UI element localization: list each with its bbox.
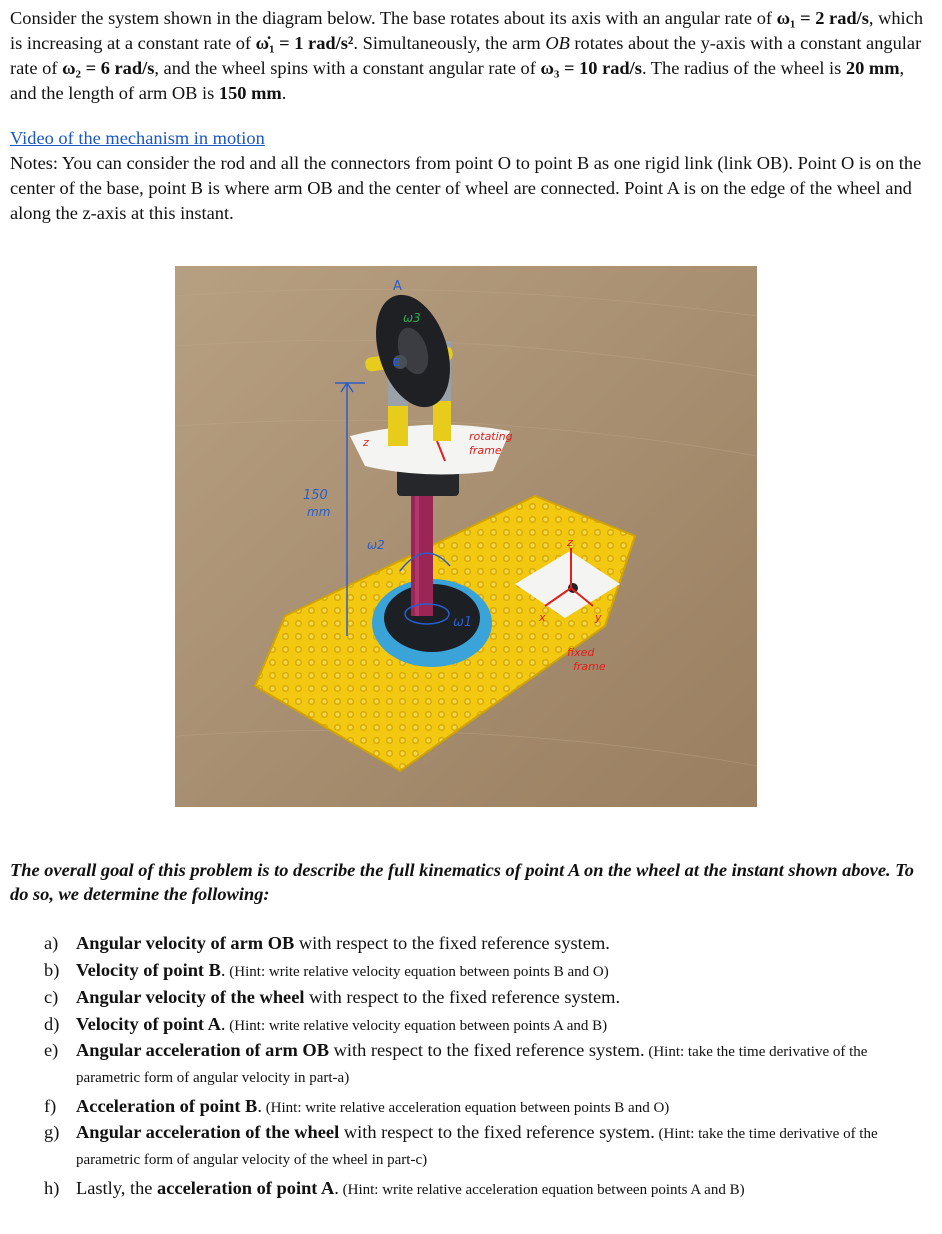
intro-text: , and the wheel spins with a constant angular rate of <box>154 58 541 78</box>
mechanism-illustration <box>175 266 757 807</box>
task-marker: c) <box>44 987 59 1007</box>
task-prefix: Lastly, the <box>76 1178 158 1198</box>
task-marker: g) <box>44 1122 60 1142</box>
task-text: with respect to the fixed reference system. <box>294 933 610 953</box>
task-item <box>44 984 914 1011</box>
task-text: . <box>220 1014 226 1034</box>
notes-paragraph: Notes: You can consider the rod and all the connectors from point O to point B as one rigid link (link OB). Point O is on the center of the base, point B is where arm OB and the center of wheel are connected. Point A is on the edge of the wheel and along the z-axis at this instant. <box>10 153 922 223</box>
task-item <box>44 930 914 957</box>
task-title: acceleration of point A <box>157 1178 335 1198</box>
task-marker: b) <box>44 960 60 980</box>
label-point-a: A <box>393 279 402 294</box>
task-hint: (Hint: write relative velocity equation between points B and O) <box>225 964 609 980</box>
task-text: with respect to the fixed reference system. <box>329 1040 645 1060</box>
task-item <box>44 957 914 984</box>
task-hint: (Hint: write relative velocity equation between points A and B) <box>225 1018 608 1034</box>
task-title: Angular acceleration of arm OB <box>76 1040 329 1060</box>
label-rotating-frame: frame <box>469 444 502 457</box>
wheel-radius-value: 20 mm <box>845 58 900 78</box>
label-y-fixed: y <box>595 611 602 624</box>
intro-text: Consider the system shown in the diagram below. The base rotates about its axis with an angular rate of <box>10 8 777 28</box>
omega1-dot-value: ω̇₁ = 1 rad/s² <box>255 33 354 53</box>
task-title: Angular velocity of the wheel <box>76 987 305 1007</box>
task-text: . <box>257 1096 262 1116</box>
mechanism-photo <box>175 266 757 807</box>
task-item <box>44 1120 914 1172</box>
task-list <box>44 930 914 1202</box>
label-omega3: ω3 <box>403 311 421 325</box>
intro-paragraph <box>10 6 934 106</box>
label-150: 150 <box>303 488 328 503</box>
task-hint: (Hint: write relative acceleration equation between points B and O) <box>261 1100 670 1116</box>
intro-text: , and the length of arm OB is <box>10 58 905 103</box>
label-z-rotating: z <box>363 436 369 449</box>
label-rotating: rotating <box>469 430 513 443</box>
task-item <box>44 1093 914 1120</box>
task-title: Velocity of point B <box>76 960 221 980</box>
task-title: Angular velocity of arm OB <box>76 933 295 953</box>
label-fixed: fixed <box>567 646 595 659</box>
task-text: . <box>334 1178 339 1198</box>
task-hint: (Hint: write relative acceleration equation between points A and B) <box>338 1182 745 1198</box>
task-marker: f) <box>44 1096 57 1116</box>
intro-text: rotates about the y-axis with a constant angular rate of <box>10 33 922 78</box>
task-text: . <box>220 960 226 980</box>
task-item <box>44 1038 914 1090</box>
intro-text: . The radius of the wheel is <box>641 58 846 78</box>
omega1-value: ω₁ = 2 rad/s <box>776 8 869 28</box>
task-title: Velocity of point A <box>76 1014 221 1034</box>
omega2-value: ω₂ = 6 rad/s <box>62 58 155 78</box>
goal-statement: The overall goal of this problem is to describe the full kinematics of point A on the wheel at the instant shown above. To do so, we determine the following: <box>10 860 914 904</box>
label-omega2: ω2 <box>367 538 385 552</box>
problem-text <box>10 6 934 226</box>
task-item <box>44 1175 914 1202</box>
task-marker: a) <box>44 933 59 953</box>
intro-text: . Simultaneously, the arm <box>353 33 546 53</box>
intro-text: , which is increasing at a constant rate of <box>10 8 924 53</box>
intro-text: . <box>281 83 287 103</box>
arm-length-value: 150 mm <box>218 83 282 103</box>
task-hint: (Hint: take the time derivative of the parametric form of angular velocity of the wheel in part-c) <box>76 1126 878 1168</box>
arm-ob-label: OB <box>545 33 570 53</box>
task-marker: e) <box>44 1040 59 1060</box>
label-omega1: ω1 <box>453 615 473 630</box>
task-text: with respect to the fixed reference system. <box>304 987 621 1007</box>
label-mm: mm <box>307 505 331 519</box>
video-link[interactable]: Video of the mechanism in motion <box>10 128 265 148</box>
task-text: with respect to the fixed reference system. <box>339 1122 655 1142</box>
task-marker: h) <box>44 1178 60 1198</box>
task-item <box>44 1011 914 1038</box>
label-x-fixed: x <box>539 611 546 624</box>
task-hint: (Hint: take the time derivative of the parametric form of angular velocity in part-a) <box>76 1044 868 1086</box>
task-marker: d) <box>44 1014 60 1034</box>
label-z-fixed: z <box>567 536 573 549</box>
task-title: Angular acceleration of the wheel <box>76 1122 340 1142</box>
label-fixed-frame: frame <box>573 660 606 673</box>
omega3-value: ω₃ = 10 rad/s <box>540 58 642 78</box>
label-point-b: B <box>393 356 401 369</box>
task-title: Acceleration of point B <box>76 1096 258 1116</box>
